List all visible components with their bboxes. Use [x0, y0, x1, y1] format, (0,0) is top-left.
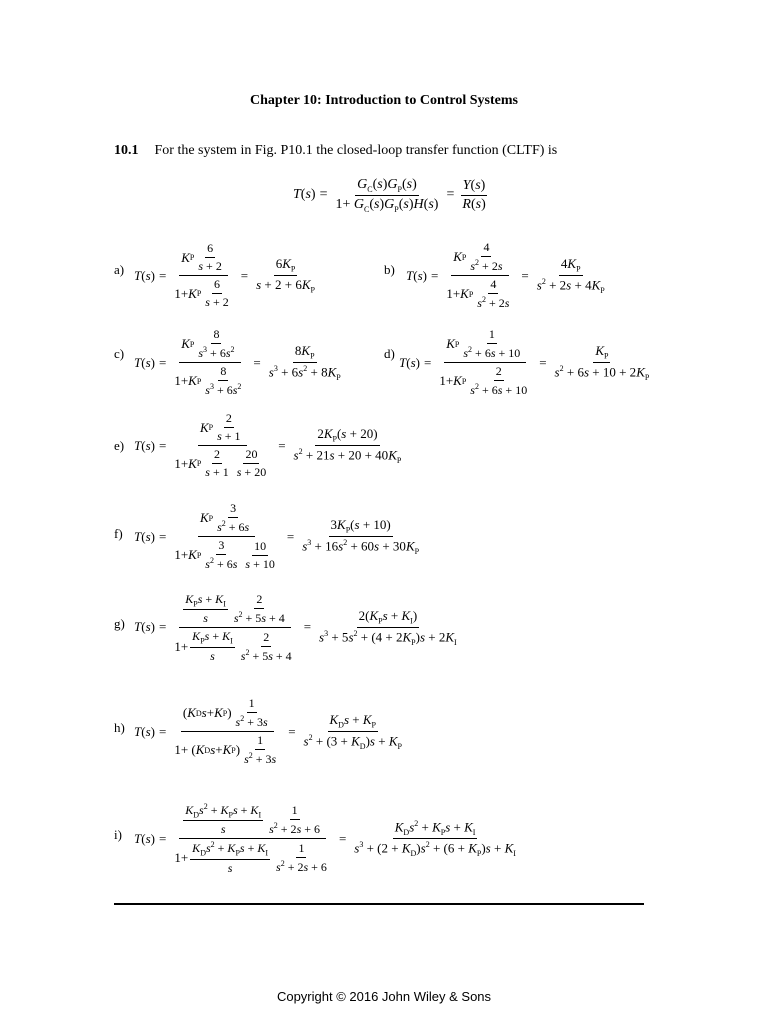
- part-e-equation: T ( s ) = K P 2 s + 1 1+ K P 2 s + 1 20 s + 20 = $\frac{2K_P(s + 20)}{s^2 + 21s + 20 + 40K_P}$: [134, 411, 402, 479]
- chapter-title: Chapter 10: Introduction to Control Systems: [250, 93, 518, 108]
- part-h-label: h): [114, 720, 125, 735]
- copyright-footer: Copyright © 2016 John Wiley & Sons: [276, 989, 492, 1004]
- part-h-equation: T ( s ) = ( K D s + K P ) 1 $s^2 + 3s$ 1+ ( K D s + K P ) 1 $s^2 + 3s$ = $K_Ds + K_P$ $s^2 + (3 + K_D)s + K_P$: [134, 696, 402, 766]
- part-g-equation: T ( s ) = $K_Ps + K_I$ s 2 $s^2 + 5s + 4$ 1+ $K_Ps + K_I$ s 2 $s^2 + 5s + 4$ = $2(K_Ps + K_I)$ $s^3 + 5s^2 + (4 + 2K_P)s + 2K_I$: [134, 592, 457, 663]
- cltf-general-equation: T ( s ) = $\frac{G_C(s)G_P(s)}{1+ G_C(s)G_P(s)H(s)}$ = $\frac{Y(s)}{R(s)}$: [293, 177, 486, 214]
- part-a-label: a): [114, 262, 125, 277]
- part-g-label: g): [114, 616, 125, 631]
- part-d-equation: T ( s ) = K P 1 $s^2 + 6s + 10$ 1+ K P 2 $s^2 + 6s + 10$ = $\frac{K_P}{s^2 + 6s + 10 + 2K_P}$: [399, 327, 650, 397]
- part-e-label: e): [114, 438, 125, 453]
- part-d-label: d): [384, 346, 395, 361]
- bottom-rule: [114, 903, 644, 905]
- part-i-equation: T ( s ) = $K_Ds^2 + K_Ps + K_I$ s 1 $s^2 + 2s + 6$ 1+ $K_Ds^2 + K_Ps + K_I$ s 1 $s^2 + 2s + 6$ = $K_Ds^2 + K_Ps + K_I$ $s^3 + (2 + K_D)s^2 + (6 + K_P)s + K_I$: [134, 802, 516, 875]
- part-c-equation: T ( s ) = K P 8 $s^3 + 6s^2$ 1+ K P 8 $s^3 + 6s^2$ = $\frac{8K_P}{s^3 + 6s^2 + 8K_P}$: [134, 327, 341, 397]
- part-c-label: c): [114, 346, 125, 361]
- part-f-equation: T ( s ) = K P 3 $s^2 + 6s$ 1+ K P 3 $s^2 + 6s$ 10 s + 10 = $\frac{3K_P(s + 10)}{s^3 + 16s^2 + 60s + 30K_P}$: [134, 501, 420, 571]
- part-a-equation: T ( s ) = K P 6 s + 2 1+ K P 6 s + 2 = $\frac{6K_P}{s + 2 + 6K_P}$: [134, 241, 315, 309]
- part-b-label: b): [384, 262, 395, 277]
- part-i-label: i): [114, 827, 122, 842]
- problem-statement: [114, 143, 557, 159]
- problem-number: 10.1: [114, 143, 139, 158]
- problem-text: For the system in Fig. P10.1 the closed-loop transfer function (CLTF) is: [154, 143, 558, 158]
- part-f-label: f): [114, 526, 123, 541]
- part-b-equation: T ( s ) = K P 4 $s^2 + 2s$ 1+ K P 4 $s^2 + 2s$ = $\frac{4K_P}{s^2 + 2s + 4K_P}$: [406, 240, 605, 310]
